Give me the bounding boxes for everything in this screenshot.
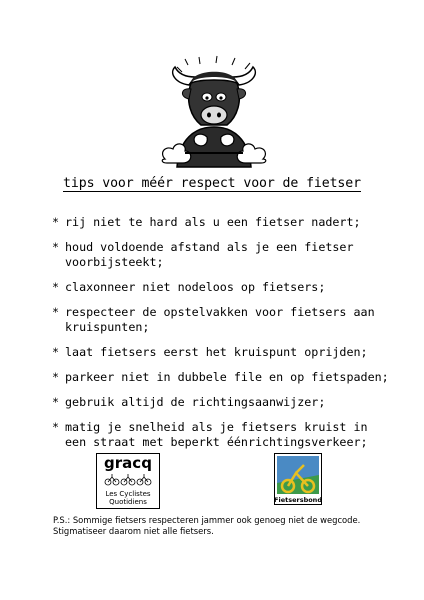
page-title: tips voor méér respect voor de fietser: [63, 176, 361, 191]
tip-item: * matig je snelheid als je fietsers kruist in een straat met beperkt éénrichtingsverkeer;: [52, 420, 368, 449]
stressed-cyclist-bull-icon: [155, 55, 273, 170]
ps-note: P.S.: Sommige fietsers respecteren jammer ook genoeg niet de wegcode. Stigmatiseer daarom niet alle fietsers.: [53, 515, 361, 536]
cartoon-illustration: [155, 55, 273, 170]
tips-list: [52, 215, 392, 450]
tip-item: * gebruik altijd de richtingsaanwijzer;: [52, 395, 326, 409]
tip-item: * rij niet te hard als u een fietser nadert;: [52, 215, 361, 229]
tip-item: * houd voldoende afstand als je een fietser voorbijsteekt;: [52, 240, 354, 269]
svg-text:Fietsersbond: Fietsersbond: [274, 496, 322, 504]
tip-item: * respecteer de opstelvakken voor fietsers aan kruispunten;: [52, 305, 375, 334]
fietsersbond-logo: [274, 453, 322, 505]
gracq-logo: [96, 453, 160, 509]
svg-text:gracq: gracq: [104, 454, 152, 472]
svg-text:Les Cyclistes: Les Cyclistes: [105, 490, 151, 498]
tip-item: * claxonneer niet nodeloos op fietsers;: [52, 280, 326, 294]
tip-item: * parkeer niet in dubbele file en op fietspaden;: [52, 370, 389, 384]
svg-text:Quotidiens: Quotidiens: [109, 498, 147, 506]
tip-item: * laat fietsers eerst het kruispunt oprijden;: [52, 345, 368, 359]
